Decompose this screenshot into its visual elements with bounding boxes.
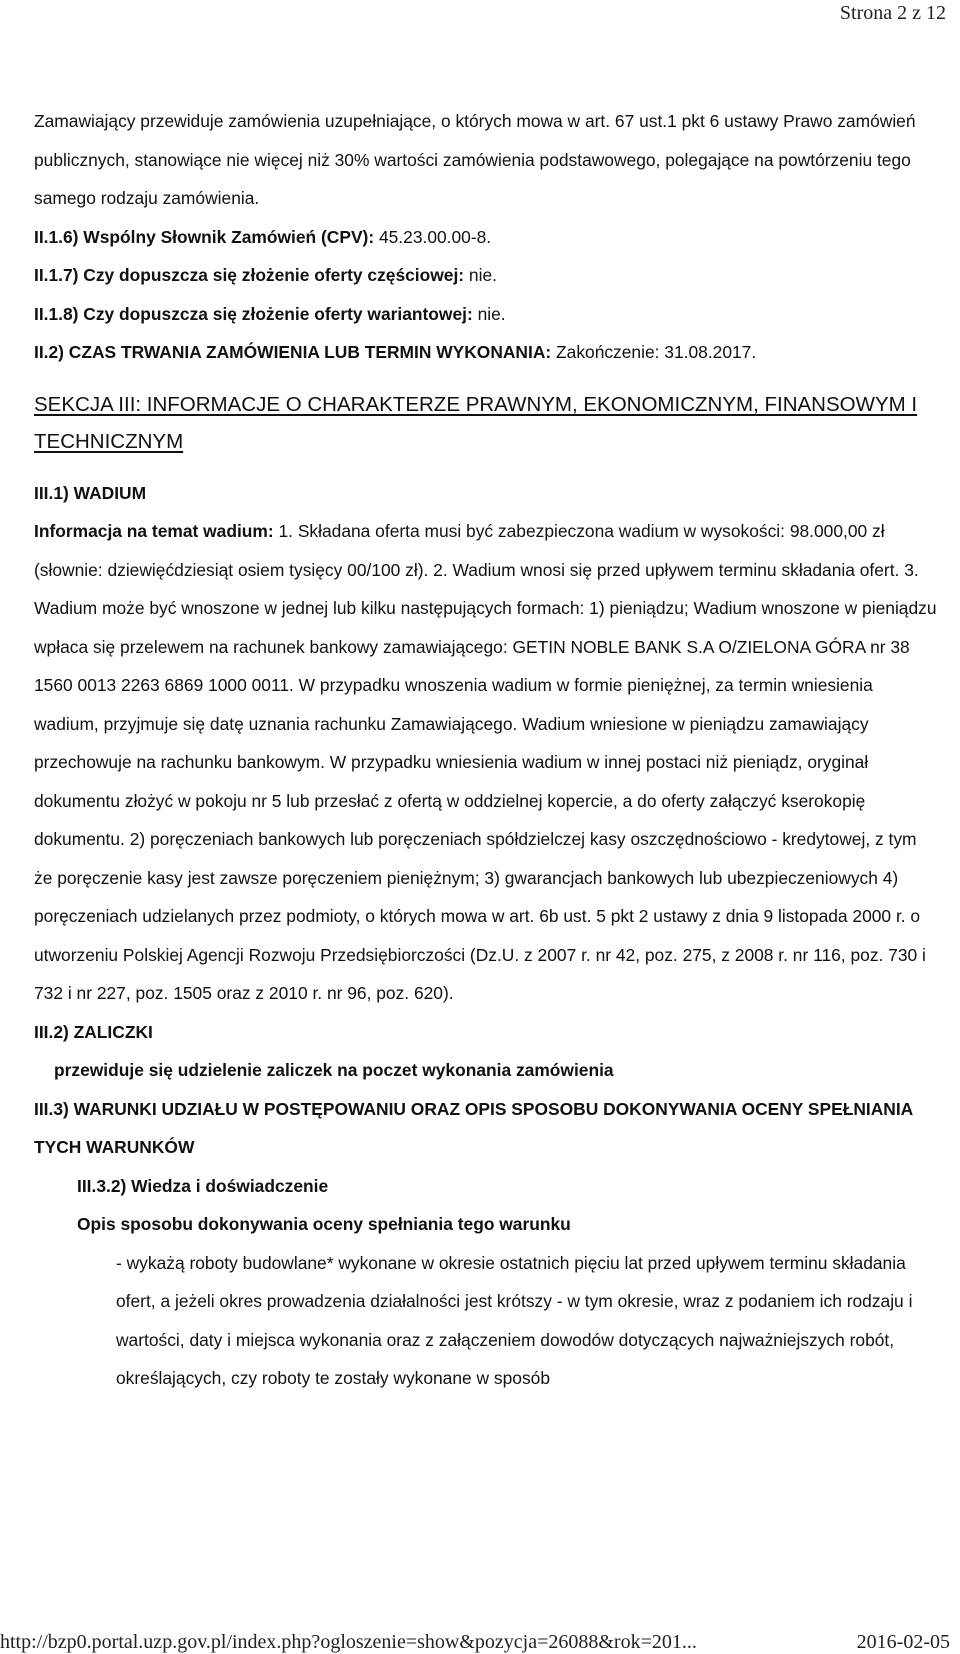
page-number: Strona 2 z 12 (839, 2, 946, 24)
duration-line (34, 333, 939, 372)
footer-url: http://bzp0.portal.uzp.gov.pl/index.php?ogloszenie=show&pozycja=26088&rok=201... (0, 1631, 697, 1653)
warunki-heading: III.3) WARUNKI UDZIAŁU W POSTĘPOWANIU ORAZ OPIS SPOSOBU DOKONYWANIA OCENY SPEŁNIANIA TYCH WARUNKÓW (34, 1098, 913, 1157)
duration-value: Zakończenie: 31.08.2017. (556, 342, 757, 362)
cpv-label: II.1.6) Wspólny Słownik Zamówień (CPV): (34, 226, 375, 247)
page-footer (0, 1631, 950, 1654)
section-3-title: SEKCJA III: INFORMACJE O CHARAKTERZE PRAWNYM, EKONOMICZNYM, FINANSOWYM I TECHNICZNYM (34, 392, 918, 453)
footer-date: 2016-02-05 (856, 1631, 950, 1653)
wiedza-heading: III.3.2) Wiedza i doświadczenie (77, 1175, 329, 1196)
partial-offer-label: II.1.7) Czy dopuszcza się złożenie oferty częściowej: (34, 265, 465, 285)
zaliczki-text: przewiduje się udzielenie zaliczek na poczet wykonania zamówienia (54, 1060, 614, 1080)
cpv-line (34, 218, 939, 257)
duration-label: II.2) CZAS TRWANIA ZAMÓWIENIA LUB TERMIN WYKONANIA: (34, 342, 552, 362)
wadium-paragraph (34, 512, 939, 1013)
opis-heading: Opis sposobu dokonywania oceny spełniania tego warunku (77, 1214, 571, 1234)
zaliczki-heading: III.2) ZALICZKI (34, 1021, 153, 1042)
variant-offer-line (34, 295, 939, 334)
wadium-heading: III.1) WADIUM (34, 482, 147, 503)
variant-offer-label: II.1.8) Czy dopuszcza się złożenie oferty wariantowej: (34, 303, 473, 324)
opis-text: - wykażą roboty budowlane* wykonane w okresie ostatnich pięciu lat przed upływem terminu składania ofert, a jeżeli okres prowadzenia działalności jest krótszy - w tym okresie, wraz z podaniem ich rodzaju i wartości, daty i miejsca wykonania oraz z załączeniem dowodów dotyczących najważniejszych robót, określających, czy roboty te zostały wykonane w sposób (116, 1252, 913, 1388)
partial-offer-value: nie. (468, 265, 497, 285)
document-content (34, 102, 939, 1398)
wadium-text: 1. Składana oferta musi być zabezpieczona wadium w wysokości: 98.000,00 zł (słownie: dziewięćdziesiąt osiem tysięcy 00/100 zł). 2. Wadium wnosi się przed upływem terminu składania ofert. 3. Wadium może być wnoszone w jednej lub kilku następujących formach: 1) pieniądzu; Wadium wnoszone w pieniądzu wpłaca się przelewem na rachunek bankowy zamawiającego: GETIN NOBLE BANK S.A O/ZIELONA GÓRA nr 38 1560 0013 2263 6869 1000 0011. W przypadku wnoszenia wadium w formie pieniężnej, za termin wniesienia wadium, przyjmuje się datę uznania rachunku Zamawiającego. Wadium wniesione w pieniądzu zamawiający przechowuje na rachunku bankowym. W przypadku wniesienia wadium w innej postaci niż pieniądz, oryginał dokumentu złożyć w pokoju nr 5 lub przesłać z ofertą w oddzielnej kopercie, a do oferty załączyć kserokopię dokumentu. 2) poręczeniach bankowych lub poręczeniach spółdzielczej kasy oszczędnościowo - kredytowej, z tym że poręczenie kasy jest zawsze poręczeniem pieniężnym; 3) gwarancjach bankowych lub ubezpieczeniowych 4) poręczeniach udzielanych przez podmioty, o których mowa w art. 6b ust. 5 pkt 2 ustawy z dnia 9 listopada 2000 r. o utworzeniu Polskiej Agencji Rozwoju Przedsiębiorczości (Dz.U. z 2007 r. nr 42, poz. 275, z 2008 r. nr 116, poz. 730 i 732 i nr 227, poz. 1505 oraz z 2010 r. nr 96, poz. 620). (34, 521, 937, 1003)
variant-offer-value: nie. (477, 303, 506, 324)
intro-paragraph: Zamawiający przewiduje zamówienia uzupełniające, o których mowa w art. 67 ust.1 pkt 6 ustawy Prawo zamówień publicznych, stanowiące nie więcej niż 30% wartości zamówienia podstawowego, polegające na powtórzeniu tego samego rodzaju zamówienia. (34, 111, 916, 208)
cpv-value: 45.23.00.00-8. (378, 226, 492, 247)
partial-offer-line (34, 256, 939, 295)
wadium-label: Informacja na temat wadium: (34, 521, 274, 541)
